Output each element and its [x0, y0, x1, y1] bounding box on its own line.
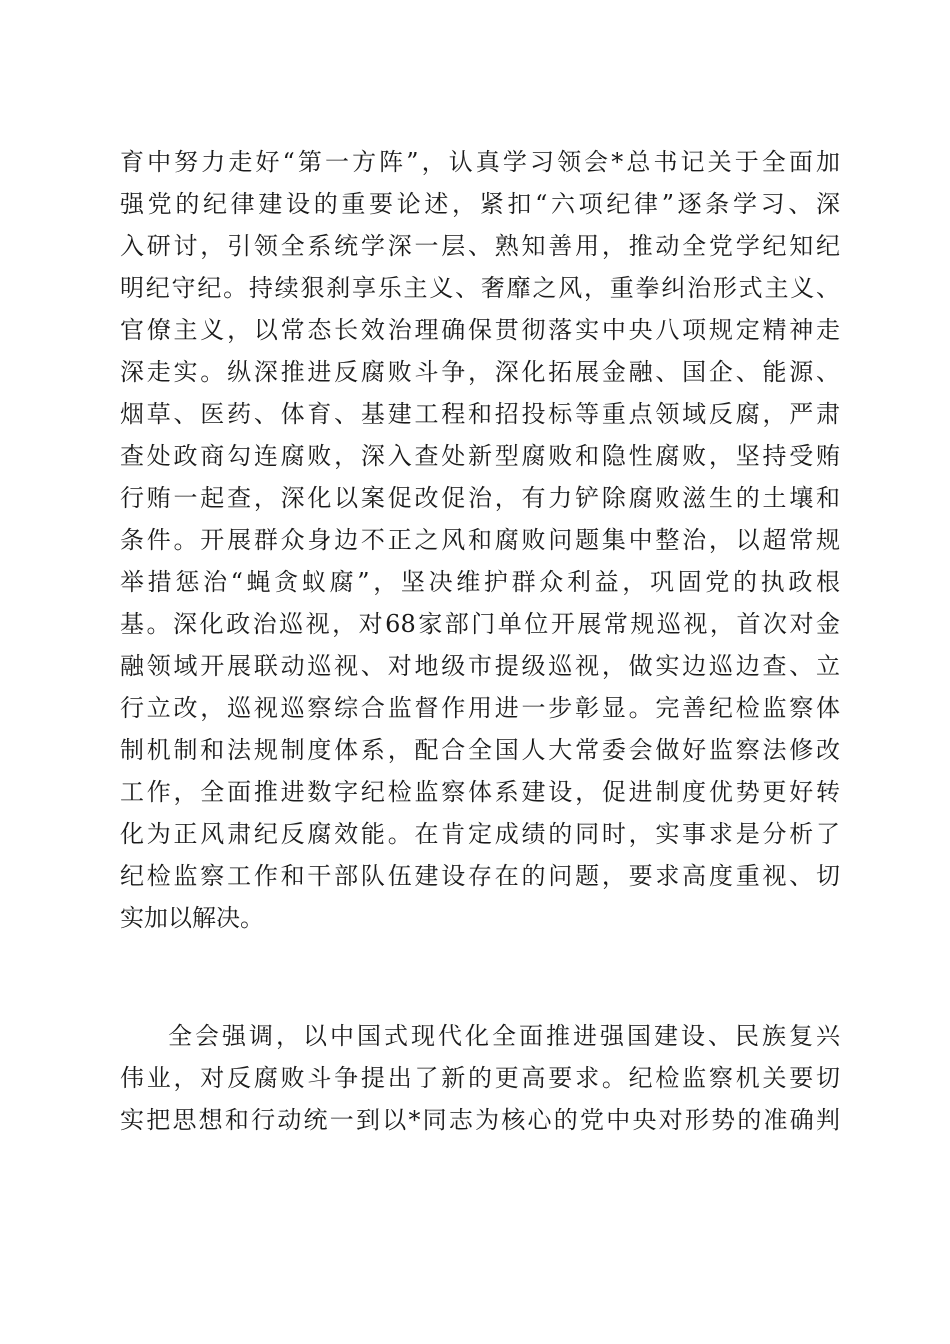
text-line: 入研讨，引领全系统学深一层、熟知善用，推动全党学纪知纪: [120, 232, 840, 260]
paragraph-2: [120, 1015, 840, 1141]
text-line: 明纪守纪。持续狠刹享乐主义、奢靡之风，重拳纠治形式主义、: [120, 274, 840, 302]
text-line: 行贿一起查，深化以案促改促治，有力铲除腐败滋生的土壤和: [120, 484, 840, 512]
text-line: 制机制和法规制度体系，配合全国人大常委会做好监察法修改: [120, 736, 840, 764]
text-line: 官僚主义，以常态长效治理确保贯彻落实中央八项规定精神走: [120, 316, 840, 344]
text-line: 融领域开展联动巡视、对地级市提级巡视，做实边巡边查、立: [120, 652, 840, 680]
text-line: 基。深化政治巡视，对68家部门单位开展常规巡视，首次对金: [120, 610, 840, 638]
text-line: 深走实。纵深推进反腐败斗争，深化拓展金融、国企、能源、: [120, 358, 840, 386]
text-line: 化为正风肃纪反腐效能。在肯定成绩的同时，实事求是分析了: [120, 820, 840, 848]
text-line: 工作，全面推进数字纪检监察体系建设，促进制度优势更好转: [120, 778, 840, 806]
text-line: 举措惩治“蝇贪蚁腐”，坚决维护群众利益，巩固党的执政根: [120, 568, 840, 596]
text-line: 伟业，对反腐败斗争提出了新的更高要求。纪检监察机关要切: [120, 1064, 840, 1092]
text-line: 全会强调，以中国式现代化全面推进强国建设、民族复兴: [168, 1022, 840, 1050]
text-line: 行立改，巡视巡察综合监督作用进一步彰显。完善纪检监察体: [120, 694, 840, 722]
paragraph-1: [120, 141, 840, 939]
text-line: 烟草、医药、体育、基建工程和招投标等重点领域反腐，严肃: [120, 400, 840, 428]
text-line: 实把思想和行动统一到以*同志为核心的党中央对形势的准确判: [120, 1106, 840, 1134]
text-line: 实加以解决。: [120, 904, 264, 932]
text-line: 查处政商勾连腐败，深入查处新型腐败和隐性腐败，坚持受贿: [120, 442, 840, 470]
text-line: 纪检监察工作和干部队伍建设存在的问题，要求高度重视、切: [120, 862, 840, 890]
text-line: 强党的纪律建设的重要论述，紧扣“六项纪律”逐条学习、深: [120, 190, 840, 218]
text-line: 育中努力走好“第一方阵”，认真学习领会*总书记关于全面加: [120, 148, 840, 176]
text-line: 条件。开展群众身边不正之风和腐败问题集中整治，以超常规: [120, 526, 840, 554]
